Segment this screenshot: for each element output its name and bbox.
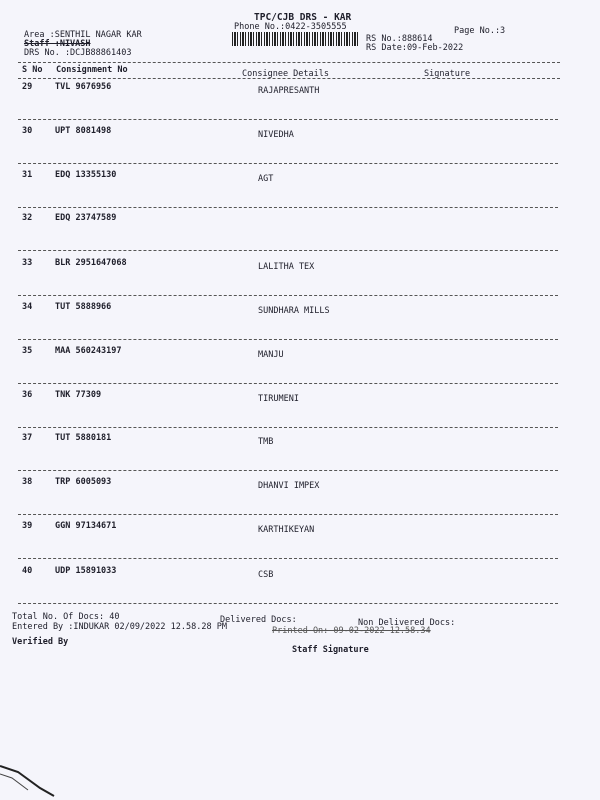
column-header-divider: [18, 78, 560, 79]
table-row: [0, 477, 600, 521]
page-number: Page No.:3: [454, 26, 506, 36]
staff-label: Staff :NIVASH: [24, 39, 91, 49]
row-consignee: AGT: [258, 174, 274, 184]
row-consignee: LALITHA TEX: [258, 262, 315, 272]
row-consignee: TMB: [258, 437, 274, 447]
non-delivered-docs: Non Delivered Docs:: [358, 618, 456, 628]
row-sno: 37: [22, 433, 33, 443]
row-consignee: DHANVI IMPEX: [258, 481, 320, 491]
area-label: Area :SENTHIL NAGAR KAR: [24, 30, 142, 40]
row-consignee: KARTHIKEYAN: [258, 525, 315, 535]
phone-number: Phone No.:0422-3505555: [234, 22, 347, 32]
row-consignment: GGN 97134671: [55, 521, 117, 531]
row-consignment: EDQ 13355130: [55, 170, 117, 180]
barcode-icon: [232, 32, 360, 46]
row-sno: 39: [22, 521, 33, 531]
row-consignment: TUT 5880181: [55, 433, 112, 443]
row-divider: [18, 295, 558, 296]
row-divider: [18, 119, 558, 120]
table-row: [0, 521, 600, 565]
row-sno: 33: [22, 258, 33, 268]
row-sno: 35: [22, 346, 33, 356]
row-consignee: TIRUMENI: [258, 394, 299, 404]
row-sno: 38: [22, 477, 33, 487]
table-row: [0, 390, 600, 434]
staff-signature: Staff Signature: [292, 645, 369, 655]
row-consignment: UPT 8081498: [55, 126, 112, 136]
row-consignment: TVL 9676956: [55, 82, 112, 92]
row-sno: 30: [22, 126, 33, 136]
col-header-sno: S No: [22, 65, 43, 75]
table-row: [0, 566, 600, 610]
row-sno: 31: [22, 170, 33, 180]
row-divider: [18, 207, 558, 208]
row-divider: [18, 514, 558, 515]
row-sno: 34: [22, 302, 33, 312]
row-divider: [18, 163, 558, 164]
row-sno: 40: [22, 566, 33, 576]
row-consignee: SUNDHARA MILLS: [258, 306, 330, 316]
row-consignment: TUT 5888966: [55, 302, 112, 312]
row-divider: [18, 427, 558, 428]
verified-by: Verified By: [12, 637, 69, 647]
delivered-docs: Delivered Docs:: [220, 615, 297, 625]
row-divider: [18, 558, 558, 559]
rs-date: RS Date:09-Feb-2022: [366, 43, 464, 53]
row-sno: 36: [22, 390, 33, 400]
row-divider: [18, 383, 558, 384]
row-consignee: CSB: [258, 570, 274, 580]
table-row: [0, 126, 600, 170]
document-title: TPC/CJB DRS - KAR: [254, 12, 352, 23]
scan-corner-mark: [0, 760, 60, 800]
table-row: [0, 302, 600, 346]
row-consignee: NIVEDHA: [258, 130, 294, 140]
row-divider: [18, 339, 558, 340]
row-consignment: TRP 6005093: [55, 477, 112, 487]
row-consignment: BLR 2951647068: [55, 258, 127, 268]
row-consignee: RAJAPRESANTH: [258, 86, 320, 96]
col-header-consignment: Consignment No: [56, 65, 128, 75]
row-consignment: TNK 77309: [55, 390, 102, 400]
table-row: [0, 258, 600, 302]
drs-number: DRS No. :DCJB88861403: [24, 48, 132, 58]
row-divider: [18, 250, 558, 251]
total-docs: Total No. Of Docs: 40: [12, 612, 120, 622]
entered-by: Entered By :INDUKAR 02/09/2022 12.58.28 PM: [12, 622, 227, 632]
row-sno: 29: [22, 82, 33, 92]
row-sno: 32: [22, 213, 33, 223]
table-row: [0, 346, 600, 390]
row-consignment: UDP 15891033: [55, 566, 117, 576]
rs-number: RS No.:888614: [366, 34, 433, 44]
row-consignment: EDQ 23747589: [55, 213, 117, 223]
table-row: [0, 213, 600, 257]
table-row: [0, 82, 600, 126]
col-header-signature: Signature: [424, 69, 471, 79]
printed-on: Printed On: 09-02-2022 12.58.34: [272, 626, 431, 636]
row-consignee: MANJU: [258, 350, 284, 360]
header-divider: [18, 62, 560, 63]
row-divider: [18, 603, 558, 604]
row-divider: [18, 470, 558, 471]
table-row: [0, 170, 600, 214]
table-row: [0, 433, 600, 477]
row-consignment: MAA 560243197: [55, 346, 122, 356]
col-header-consignee: Consignee Details: [242, 69, 329, 79]
